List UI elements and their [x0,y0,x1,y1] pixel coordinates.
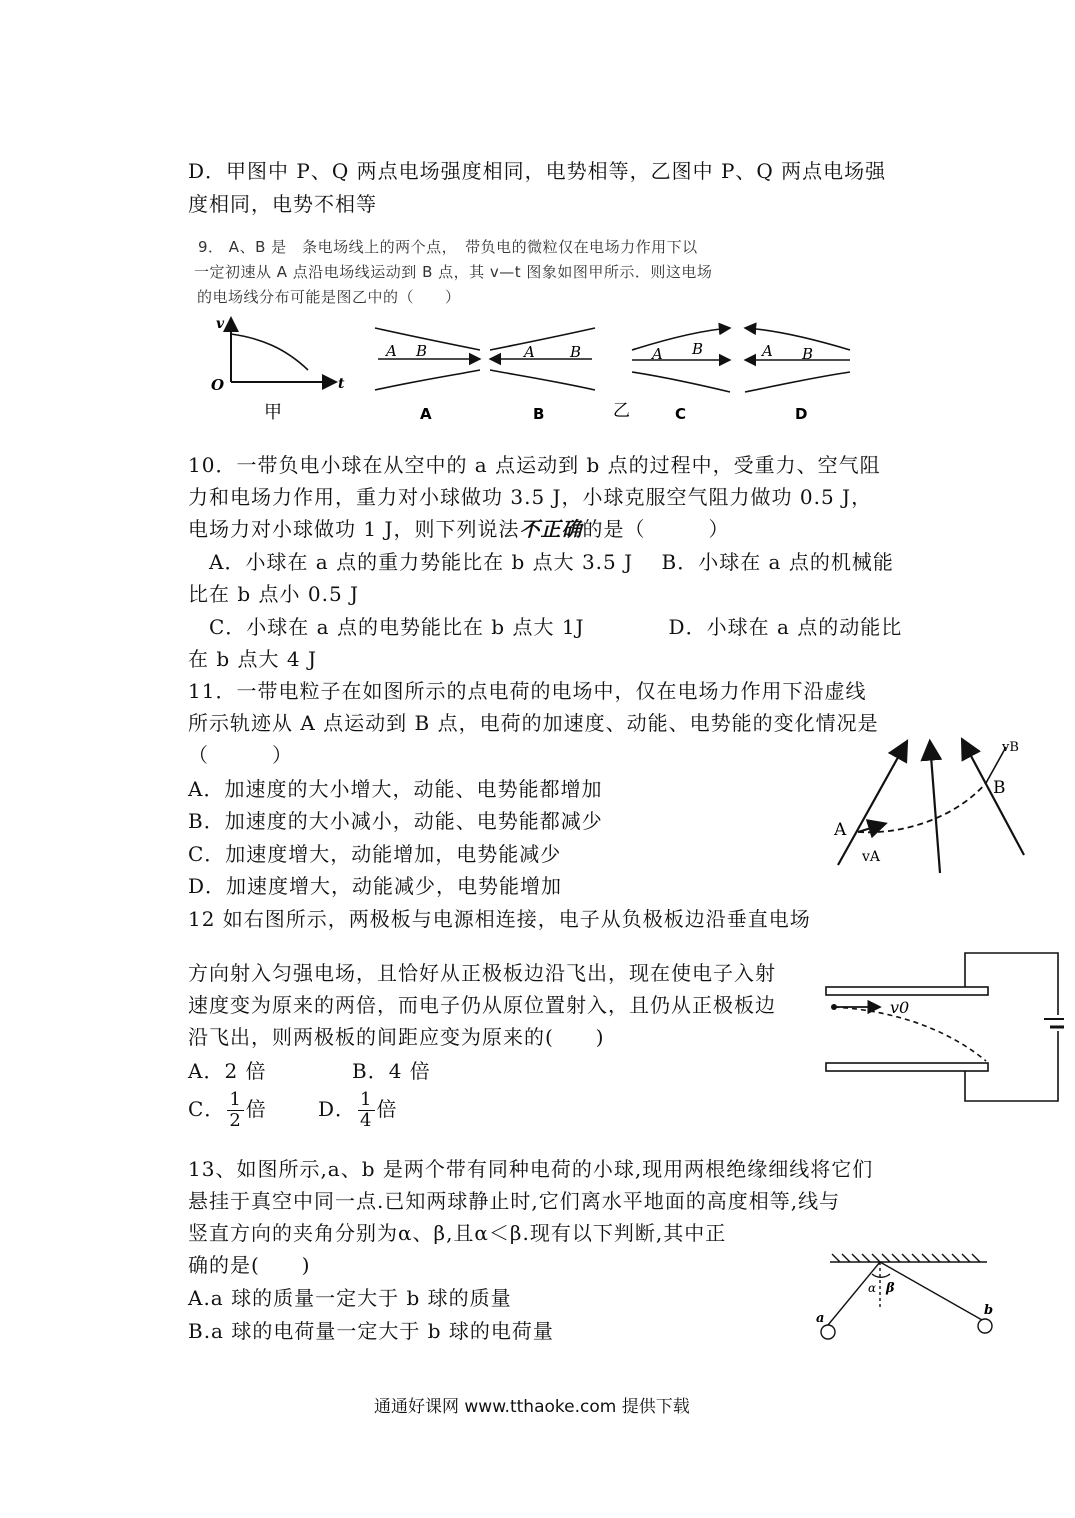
q12-line1: 12 如右图所示，两极板与电源相连接，电子从负极板边沿垂直电场 [188,907,811,931]
q11-option-a: A．加速度的大小增大，动能、电势能都增加 [188,777,603,801]
q12-option-d-numerator: 1 [360,1089,373,1110]
q13-fig-b: b [984,1303,994,1318]
q9-label-a: A [420,405,432,423]
q11-fig-b-label: B [993,778,1006,798]
q11-fig-vb-label: vB [1002,740,1019,755]
q12-option-d-fraction [358,1090,374,1131]
q13-fig-beta: β [886,1281,895,1296]
q12-option-b: B．4 倍 [352,1059,431,1083]
q9-label-d: D [795,405,808,423]
q9-field-ab [375,328,595,390]
q10-option-d-cont: 在 b 点大 4 J [188,647,317,671]
q9-graph-o-label: O [211,376,225,394]
q13-line2: 悬挂于真空中同一点.已知两球静止时,它们离水平地面的高度相等,线与 [188,1189,841,1213]
q9-label-jia: 甲 [264,402,282,423]
q9-c-point-b: B [692,340,704,358]
q13-line1: 13、如图所示,a、b 是两个带有同种电荷的小球,现用两根绝缘细线将它们 [188,1157,874,1181]
q11-line2: 所示轨迹从 A 点运动到 B 点，电荷的加速度、动能、电势能的变化情况是 [188,711,879,735]
q12-option-c-fraction [227,1090,243,1131]
q9-b-point-a: A [524,343,535,361]
q13-figure [812,1250,1002,1345]
q12-option-d-denominator: 4 [360,1110,373,1131]
q12-line4: 沿飞出，则两极板的间距应变为原来的( ) [188,1025,605,1049]
q12-option-d-prefix: D． [318,1097,357,1121]
q10-option-cd: C．小球在 a 点的电势能比在 b 点大 1J D．小球在 a 点的动能比 [188,615,903,639]
q10-line1: 10．一带负电小球在从空中的 a 点运动到 b 点的过程中，受重力、空气阻 [188,453,881,477]
q11-figure [828,735,1033,880]
q9-c-point-a: A [652,345,663,363]
q11-option-d: D．加速度增大，动能减少，电势能增加 [188,874,563,898]
q9-d-point-b: B [802,345,814,363]
q9-graph-v-label: v [216,316,225,332]
q9-graph-t-label: t [338,376,345,392]
q12-option-c-prefix: C． [188,1097,226,1121]
q8-option-d-line2: 度相同，电势不相等 [188,192,377,216]
q9-figures [200,312,870,430]
q12-option-d [318,1090,398,1131]
q12-option-c-suffix: 倍 [245,1097,267,1121]
q10-line3-emphasis: 不正确 [519,517,583,541]
q12-option-a: A．2 倍 [188,1059,267,1083]
q11-line3: （ ） [188,743,293,767]
q12-fig-v0-label: v0 [890,998,910,1017]
q13-fig-a: a [816,1311,825,1326]
q11-option-c: C．加速度增大，动能增加，电势能减少 [188,842,562,866]
q10-option-b-cont: 比在 b 点小 0.5 J [188,582,360,606]
q13-option-a: A.a 球的质量一定大于 b 球的质量 [188,1286,512,1310]
q13-line4: 确的是( ) [188,1253,311,1277]
q13-line3: 竖直方向的夹角分别为α、β,且α＜β.现有以下判断,其中正 [188,1221,727,1245]
q13-fig-alpha: α [868,1281,877,1295]
q9-label-b: B [533,405,545,423]
page-footer: 通通好课网 www.tthaoke.com 提供下载 [374,1397,690,1417]
q12-figure [822,947,1064,1107]
q11-option-b: B．加速度的大小减小，动能、电势能都减少 [188,809,603,833]
q12-line2: 方向射入匀强电场，且恰好从正极板边沿飞出，现在使电子入射 [188,961,776,985]
q10-line3 [188,513,729,542]
q10-line3-pre: 电场力对小球做功 1 J，则下列说法 [188,517,520,541]
q11-fig-va-label: vA [862,849,881,865]
q13-option-b: B.a 球的电荷量一定大于 b 球的电荷量 [188,1319,554,1343]
q9-a-point-a: A [386,342,397,360]
q8-option-d-line1: D．甲图中 P、Q 两点电场强度相同，电势相等，乙图中 P、Q 两点电场强 [188,159,887,183]
q9-b-point-b: B [570,343,582,361]
q11-fig-a-label: A [834,820,847,840]
q11-line1: 11．一带电粒子在如图所示的点电荷的电场中，仅在电场力作用下沿虚线 [188,679,867,703]
q12-option-c [188,1090,267,1131]
q9-line1: 9． A、B 是 条电场线上的两个点， 带负电的微粒仅在电场力作用下以 [198,238,698,256]
q10-option-ab: A．小球在 a 点的重力势能比在 b 点大 3.5 J B．小球在 a 点的机械能 [188,550,894,574]
q9-field-cd [632,328,850,392]
q12-option-d-suffix: 倍 [376,1097,398,1121]
q9-a-point-b: B [416,342,428,360]
q12-option-c-numerator: 1 [229,1089,242,1110]
q10-line2: 力和电场力作用，重力对小球做功 3.5 J，小球克服空气阻力做功 0.5 J， [188,485,873,509]
q12-line3: 速度变为原来的两倍，而电子仍从原位置射入，且仍从正极板边 [188,993,776,1017]
q9-label-c: C [675,405,687,423]
q9-vt-graph [211,316,345,423]
q10-line3-post: 的是（ ） [582,517,730,541]
q12-option-c-denominator: 2 [229,1110,242,1131]
q9-line2: 一定初速从 A 点沿电场线运动到 B 点，其 v—t 图象如图甲所示．则这电场 [194,263,713,281]
q9-label-yi: 乙 [613,401,630,421]
q9-d-point-a: A [762,342,773,360]
q9-line3: 的电场线分布可能是图乙中的（ ） [197,288,461,306]
